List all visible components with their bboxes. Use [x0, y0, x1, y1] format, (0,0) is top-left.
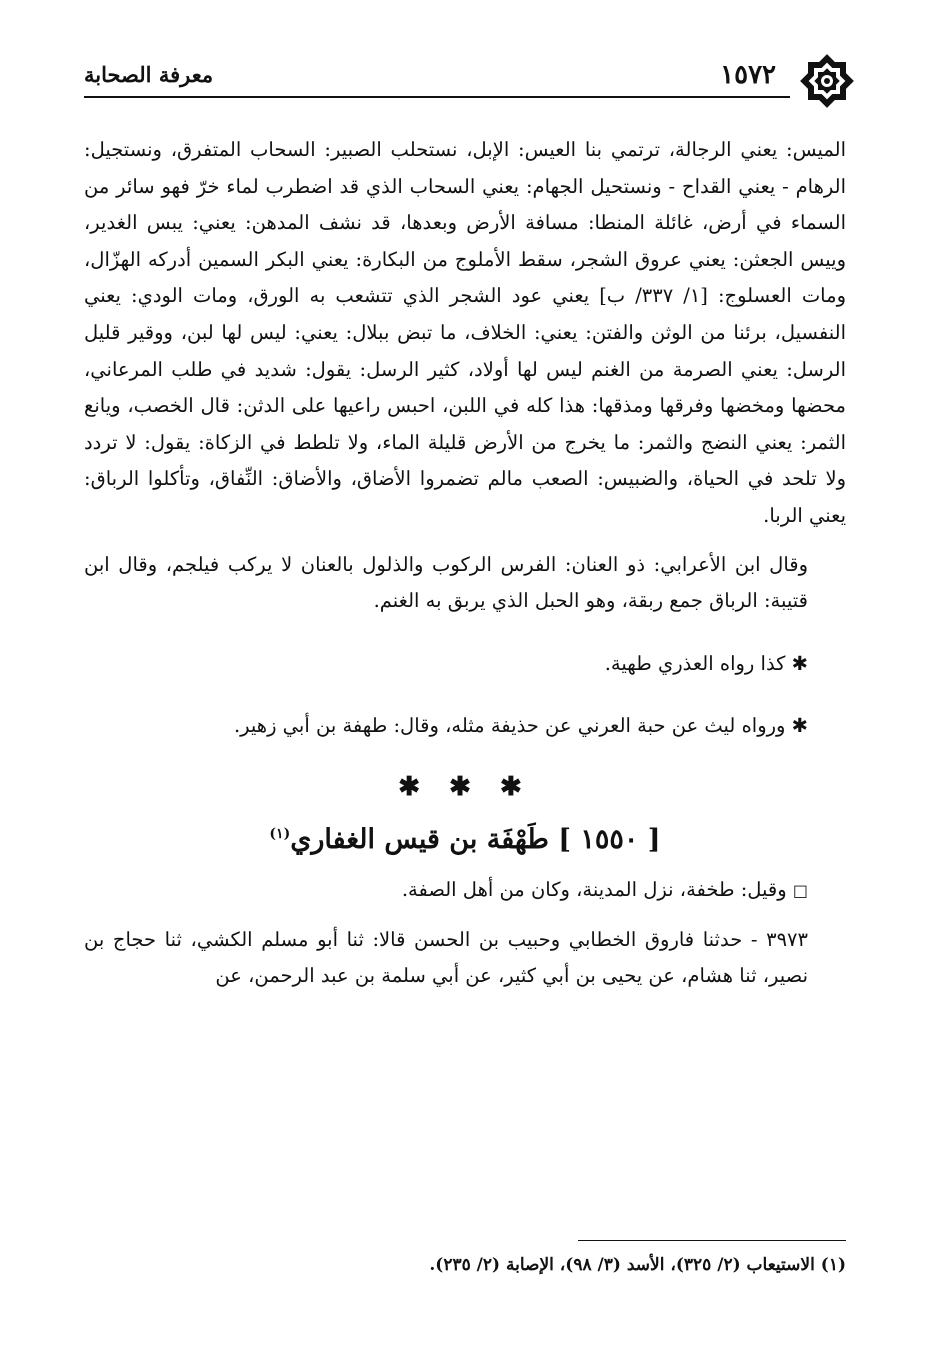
page-header: [84, 56, 846, 96]
entry-intro: [84, 872, 846, 910]
section-separator: ✱ ✱ ✱: [398, 771, 532, 802]
square-marker-icon: □: [792, 881, 808, 901]
entry-intro-text: وقيل: طخفة، نزل المدينة، وكان من أهل الصفة.: [401, 878, 787, 902]
entry-title-text: [ ١٥٥٠ ] طَهْفَة بن قيس الغفاري: [290, 823, 661, 855]
book-title: معرفة الصحابة: [84, 62, 214, 87]
main-text: [84, 132, 846, 995]
hadith-paragraph: ٣٩٧٣ - حدثنا فاروق الخطابي وحبيب بن الحسن قالا: ثنا أبو مسلم الكشي، ثنا حجاج بن نصير، ثنا هشام، عن يحيى بن أبي كثير، عن أبي سلمة بن عبد الرحمن، عن: [84, 927, 808, 988]
paragraph-glossary: الميس: يعني الرجالة، ترتمي بنا العيس: الإبل، نستحلب الصبير: السحاب المتفرق، ونستجيل: الرهام - يعني القداح - ونستحيل الجهام: يعني السحاب الذي قد اضطرب لماء خرّ فهو سائر من السماء في أرض، غائلة المنطا: مسافة الأرض وبعدها، قد نشف المدهن: يعني: يبس الغدير، وييس الجعثن: يعني عروق الشجر، سقط الأملوج من البكارة: يعني البكر السمين أدركه الهزّال، ومات العسلوج: [١/ ٣٣٧/ ب] يعني عود الشجر الذي تتشعب به الورق، ومات الودي: يعني النفسيل، برئنا من الوثن والفتن: يعني: الخلاف، ما تبض ببلال: يعني: ليس لها لبن، ووقير قليل الرسل: يعني الصرمة من الغنم ليس لها أولاد، كثير الرسل: يقول: شديد في طلب المرعاني، محضها ومخضها وفرقها ومذقها: هذا كله في اللبن، احبس راعيها على الدثن: قال الخصب، ويانع الثمر: يعني النضج والثمر: ما يخرج من الأرض قليلة الماء، ولا تلطط في الزكاة: يقول: لا تردد ولا تلحد في الحياة، والضبيس: الصعب مالم تضمروا الأضاق، والأضاق: النِّفاق، وتأكلوا الرباق: يعني الربا.: [84, 138, 846, 527]
note-layth: ✱ ورواه ليث عن حبة العرني عن حذيفة مثله، وقال: طهفة بن أبي زهير.: [233, 714, 808, 738]
footnote: (١) الاستيعاب (٢/ ٣٢٥)، الأسد (٣/ ٩٨)، الإصابة (٢/ ٢٣٥).: [429, 1255, 846, 1275]
footnote-rule: [578, 1240, 846, 1241]
entry-heading: [84, 816, 846, 859]
octagram-ornament-icon: [798, 52, 856, 110]
note-udhri: ✱ كذا رواه العذري طهية.: [604, 651, 808, 675]
entry-footnote-ref: (١): [269, 825, 291, 842]
page-number: ١٥٧٢: [720, 60, 776, 90]
paragraph-ibn-arabi: وقال ابن الأعرابي: ذو العنان: الفرس الركوب والذلول بالعنان لا يركب فيلجم، وقال ابن قتيبة: الرباق جمع ربقة، وهو الحبل الذي يربق به الغنم.: [84, 552, 808, 613]
header-rule: [84, 96, 790, 98]
